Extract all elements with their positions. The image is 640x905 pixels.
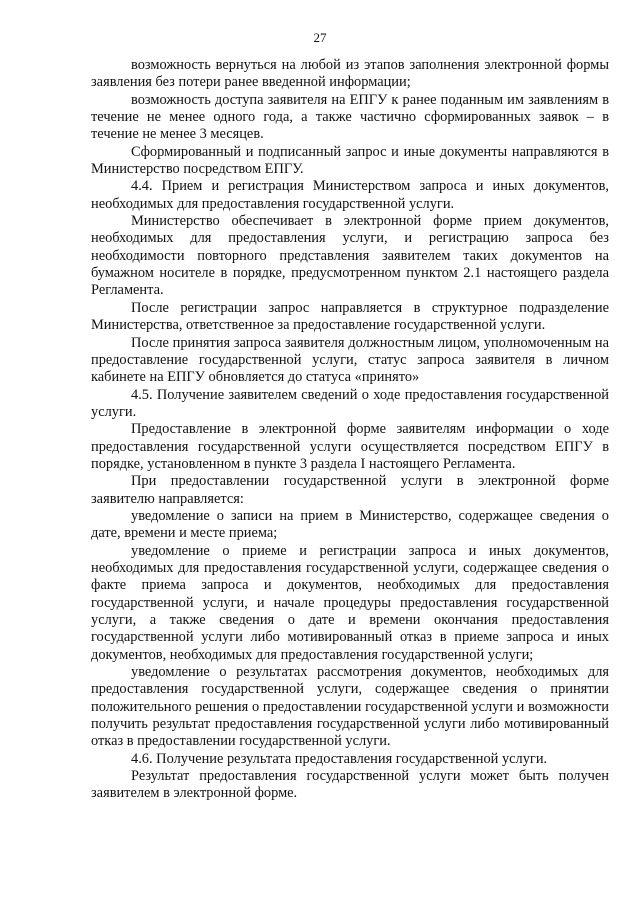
paragraph: возможность доступа заявителя на ЕПГУ к ранее поданным им заявлениям в течение не менее одного года, а также частично сформированных заявок – в течение не менее 3 месяцев. [91, 91, 609, 143]
paragraph: После принятия запроса заявителя должностным лицом, уполномоченным на предоставление государственной услуги, статус запроса заявителя в личном кабинете на ЕПГУ обновляется до статуса «принято» [91, 334, 609, 386]
paragraph: Предоставление в электронной форме заявителям информации о ходе предоставления государственной услуги осуществляется посредством ЕПГУ в порядке, установленном в пункте 3 раздела I настоящего Регламента. [91, 421, 609, 472]
list-item: уведомление о записи на прием в Министерство, содержащее сведения о дате, времени и месте приема; [91, 507, 609, 542]
list-item: уведомление о приеме и регистрации запроса и иных документов, необходимых для предоставления государственной услуги, содержащее сведения о факте приема запроса и документов, необходимых для предоставления государственной услуги, и начале процедуры предоставления государственной услуги, а также сведения о дате и времени окончания предоставления государственной услуги либо мотивированный отказ в приеме запроса и иных документов, необходимых для предоставления государственной услуги; [91, 542, 609, 663]
paragraph: При предоставлении государственной услуги в электронной форме заявителю направляется: [91, 473, 609, 507]
document-body [91, 57, 609, 803]
paragraph: возможность вернуться на любой из этапов заполнения электронной формы заявления без потери ранее введенной информации; [91, 57, 609, 91]
paragraph: Министерство обеспечивает в электронной форме прием документов, необходимых для предоставления услуги, и регистрацию запроса без необходимости повторного представления заявителем таких документов на бумажном носителе в порядке, предусмотренном пунктом 2.1 настоящего раздела Регламента. [91, 213, 609, 299]
list-item: уведомление о результатах рассмотрения документов, необходимых для предоставления государственной услуги, содержащее сведения о принятии положительного решения о предоставлении государственной услуги и возможности получить результат предоставления государственной услуги либо мотивированный отказ в предоставлении государственной услуги. [91, 664, 609, 750]
paragraph: После регистрации запрос направляется в структурное подразделение Министерства, ответственное за предоставление государственной услуги. [91, 299, 609, 334]
paragraph: Сформированный и подписанный запрос и иные документы направляются в Министерство посредством ЕПГУ. [91, 143, 609, 178]
paragraph: Результат предоставления государственной услуги может быть получен заявителем в электронной форме. [91, 768, 609, 802]
section-heading-4-6: 4.6. Получение результата предоставления государственной услуги. [131, 750, 548, 767]
section-heading-4-5: 4.5. Получение заявителем сведений о ходе предоставления государственной услуги. [91, 386, 609, 420]
section-heading-4-4: 4.4. Прием и регистрация Министерством запроса и иных документов, необходимых для предоставления государственной услуги. [91, 178, 609, 212]
page-number: 27 [313, 30, 327, 45]
